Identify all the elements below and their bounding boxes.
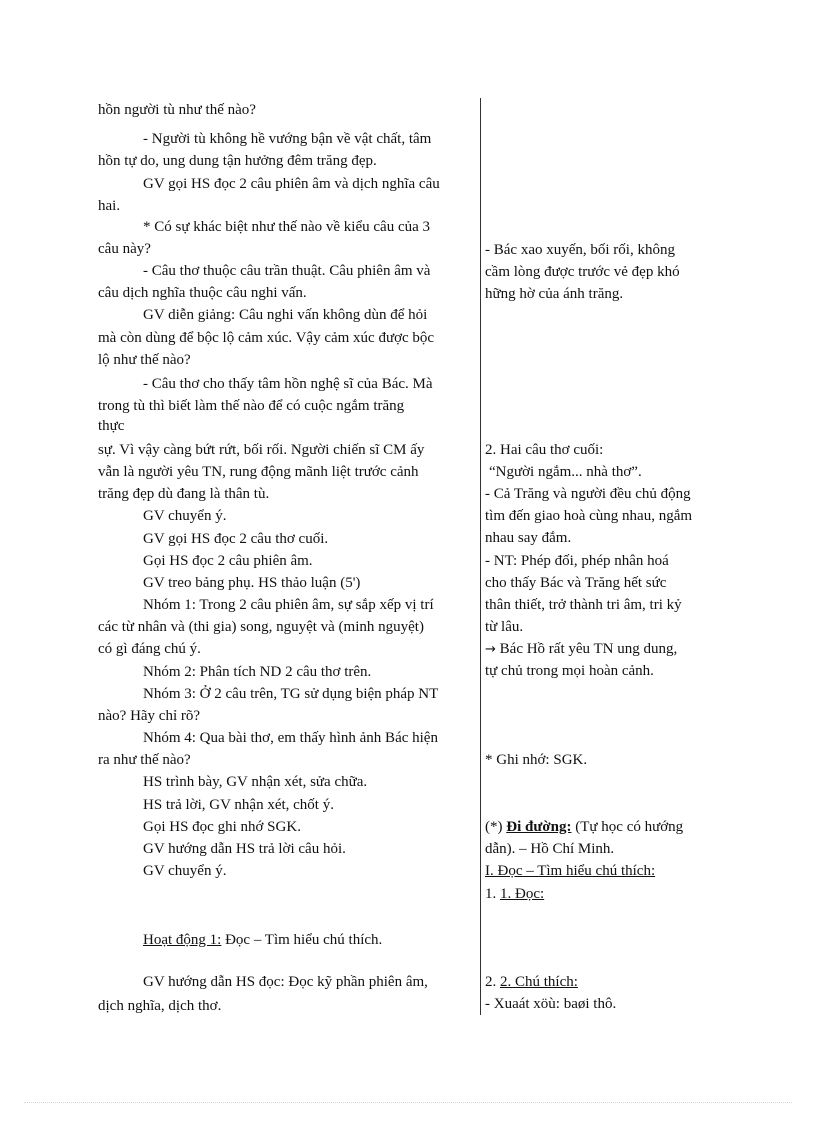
left-text-line: GV chuyển ý. (143, 508, 227, 524)
left-text-line: HS trình bày, GV nhận xét, sửa chữa. (143, 774, 368, 790)
left-text-line: Nhóm 4: Qua bài thơ, em thấy hình ảnh Bác hiện (143, 730, 438, 746)
right-text-line: thân thiết, trở thành tri âm, tri kỷ (485, 597, 682, 613)
right-text-line: dẫn). – Hồ Chí Minh. (485, 841, 615, 857)
right-text-line: cầm lòng được trước vẻ đẹp khó (485, 264, 680, 280)
poem-quote: “Người ngắm... nhà thơ”. (489, 464, 642, 480)
right-text-line: - Xuaát xöù: baøi thô. (485, 996, 617, 1012)
left-text-line: Gọi HS đọc ghi nhớ SGK. (143, 819, 301, 835)
left-text-line: trăng đẹp dù đang là thân tù. (98, 486, 270, 502)
right-text-span: (*) (485, 819, 507, 835)
left-text-line: có gì đáng chú ý. (98, 641, 201, 657)
left-text-line: lộ như thế nào? (98, 352, 191, 368)
right-text-line: nhau say đắm. (485, 530, 572, 546)
right-text-line: từ lâu. (485, 619, 524, 635)
right-text-line: tự chủ trong mọi hoàn cảnh. (485, 663, 654, 679)
page-bottom-rule (24, 1102, 792, 1103)
left-text-line: - Người tù không hề vướng bận về vật chất, tâm (143, 131, 432, 147)
left-text-line: GV hướng dẫn HS trả lời câu hỏi. (143, 841, 346, 857)
left-text-line: trong tù thì biết làm thế nào để có cuộc ngắm trăng (98, 398, 405, 414)
section-heading: 2. 2. Chú thích: (485, 974, 578, 990)
right-text-line: - Bác xao xuyến, bối rối, không (485, 242, 675, 258)
left-text-line: GV gọi HS đọc 2 câu thơ cuối. (143, 531, 329, 547)
left-text-line: GV hướng dẫn HS đọc: Đọc kỹ phần phiên âm, (143, 974, 428, 990)
section-heading: 1. 1. Đọc: (485, 886, 545, 902)
right-text-line: tìm đến giao hoà cùng nhau, ngắm (485, 508, 693, 524)
left-text-line: hai. (98, 198, 121, 214)
subheading: 2. Chú thích: (500, 974, 578, 990)
section-heading: I. Đọc – Tìm hiểu chú thích: (485, 863, 656, 879)
left-text-line: vẫn là người yêu TN, rung động mãnh liệt trước cảnh (98, 464, 419, 480)
activity-heading (143, 930, 382, 950)
left-text-line: thực (98, 418, 125, 434)
left-text-line: câu dịch nghĩa thuộc câu nghi vấn. (98, 285, 307, 301)
right-text-line: - NT: Phép đối, phép nhân hoá (485, 553, 669, 569)
left-text-line: - Câu thơ cho thấy tâm hồn nghệ sĩ của Bác. Mà (143, 376, 433, 392)
arrow-right-icon: → (485, 642, 496, 657)
left-text-line: các từ nhân và (thi gia) song, nguyệt và (minh nguyệt) (98, 619, 424, 635)
lesson-title-line (485, 817, 683, 837)
section-heading: 2. Hai câu thơ cuối: (485, 442, 604, 458)
right-text-line: - Cả Trăng và người đều chủ động (485, 486, 691, 502)
left-text-line: GV diễn giảng: Câu nghi vấn không dùn để hỏi (143, 307, 428, 323)
left-text-line: dịch nghĩa, dịch thơ. (98, 998, 222, 1014)
left-text-line: Nhóm 2: Phân tích ND 2 câu thơ trên. (143, 664, 372, 680)
left-text-line: hồn tự do, ung dung tận hưởng đêm trăng đẹp. (98, 153, 377, 169)
conclusion-line (485, 639, 677, 660)
right-text-line: cho thấy Bác và Trăng hết sức (485, 575, 667, 591)
left-text-line: GV chuyển ý. (143, 863, 227, 879)
left-text-line: Nhóm 3: Ở 2 câu trên, TG sử dụng biện pháp NT (143, 686, 439, 702)
subheading: 1. Đọc: (500, 886, 545, 902)
right-text-span: (Tự học có hướng (571, 819, 684, 835)
left-text-line: Gọi HS đọc 2 câu phiên âm. (143, 553, 313, 569)
left-text-line: HS trả lời, GV nhận xét, chốt ý. (143, 797, 334, 813)
left-text-line: nào? Hãy chỉ rõ? (98, 708, 201, 724)
left-text-line: GV gọi HS đọc 2 câu phiên âm và dịch nghĩa câu (143, 176, 440, 192)
left-text-line: hồn người tù như thế nào? (98, 102, 256, 118)
right-text-span: Bác Hồ rất yêu TN ung dung, (495, 641, 678, 657)
left-text-line: ra như thế nào? (98, 752, 191, 768)
column-divider (480, 98, 481, 1015)
activity-text: Đọc – Tìm hiểu chú thích. (221, 932, 383, 948)
left-text-line: * Có sự khác biệt như thế nào về kiểu câu của 3 (143, 219, 431, 235)
activity-label: Hoạt động 1: (143, 932, 222, 948)
left-text-line: sự. Vì vậy càng bứt rứt, bối rối. Người chiến sĩ CM ấy (98, 442, 425, 458)
left-text-line: GV treo bảng phụ. HS thảo luận (5') (143, 575, 361, 591)
right-text-line: hững hờ của ánh trăng. (485, 286, 624, 302)
memo-line: * Ghi nhớ: SGK. (485, 752, 588, 768)
left-text-line: câu này? (98, 241, 151, 257)
left-text-line: - Câu thơ thuộc câu trần thuật. Câu phiên âm và (143, 263, 431, 279)
left-text-line: Nhóm 1: Trong 2 câu phiên âm, sự sắp xếp vị trí (143, 597, 434, 613)
left-text-line: mà còn dùng để bộc lộ cảm xúc. Vậy cảm xúc được bộc (98, 330, 435, 346)
lesson-title: Đi đường: (506, 819, 572, 835)
